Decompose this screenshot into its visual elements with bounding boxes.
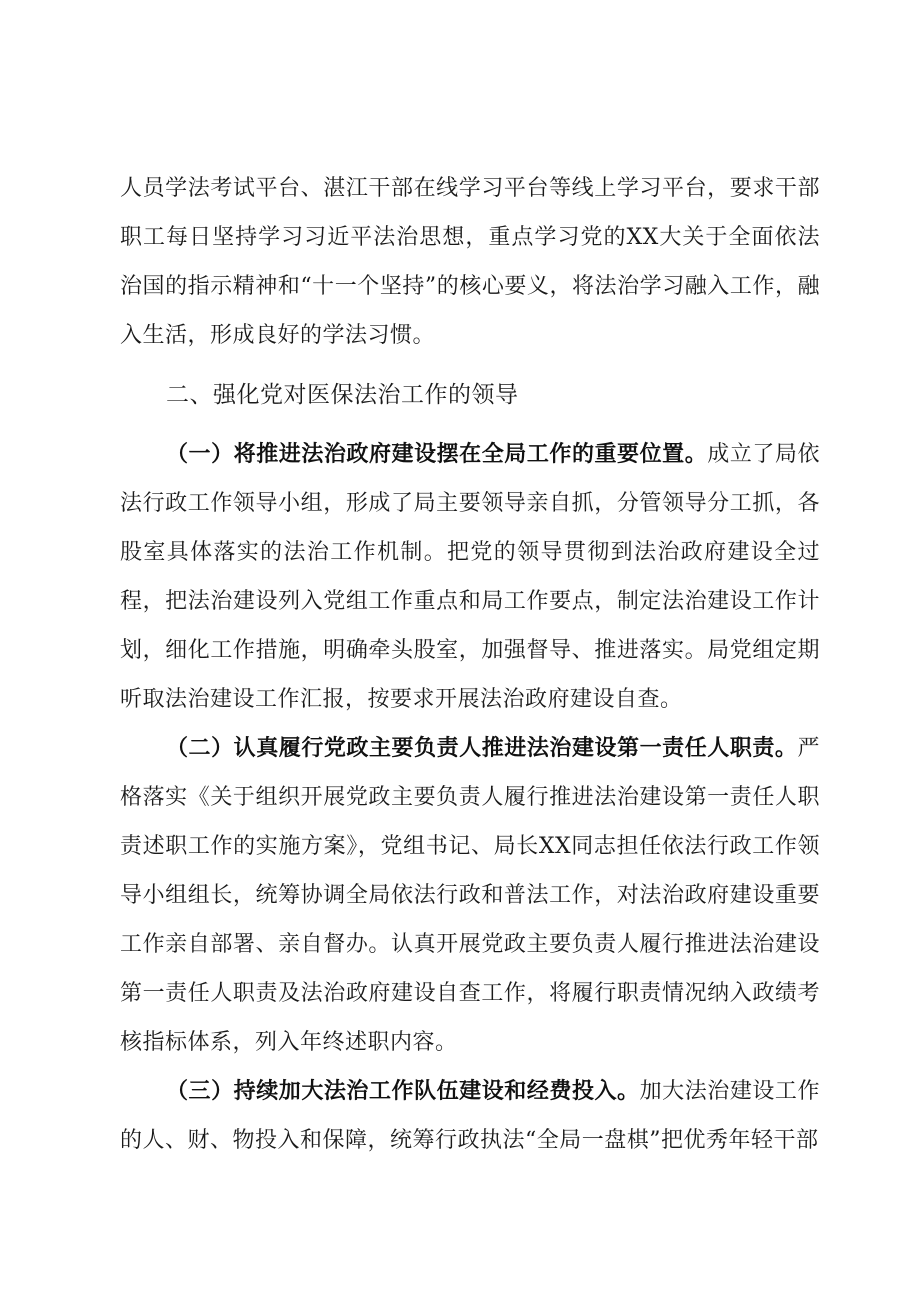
item-body-1: 成立了局依法行政工作领导小组，形成了局主要领导亲自抓，分管领导分工抓，各股室具体落实的法治工作机制。把党的领导贯彻到法治政府建设全过程，把法治建设列入党组工作重点和局工作要点，制定法治建设工作计划，细化工作措施，明确牵头股室，加强督导、推进落实。局党组定期听取法治建设工作汇报，按要求开展法治政府建设自查。 xyxy=(120,442,820,712)
item-paragraph-2 xyxy=(120,724,820,1067)
item-body-3: 加大法治建设工作的人、财、物投入和保障，统筹行政执法“全局一盘棋”把优秀年轻干部 xyxy=(120,1079,820,1153)
item-lead-3: （三）持续加大法治工作队伍建设和经费投入。 xyxy=(166,1079,640,1104)
item-lead-2: （二）认真履行党政主要负责人推进法治建设第一责任人职责。 xyxy=(166,736,798,761)
item-paragraph-3 xyxy=(120,1067,820,1165)
intro-paragraph: 人员学法考试平台、湛江干部在线学习平台等线上学习平台，要求干部职工每日坚持学习习近平法治思想，重点学习党的XX大关于全面依法治国的指示精神和“十一个坚持”的核心要义，将法治学习融入工作，融入生活，形成良好的学法习惯。 xyxy=(120,176,820,348)
document-body xyxy=(120,164,820,1165)
item-body-2: 严格落实《关于组织开展党政主要负责人履行推进法治建设第一责任人职责述职工作的实施方案》，党组书记、局长XX同志担任依法行政工作领导小组组长，统筹协调全局依法行政和普法工作，对法治政府建设重要工作亲自部署、亲自督办。认真开展党政主要负责人履行推进法治建设第一责任人职责及法治政府建设自查工作，将履行职责情况纳入政绩考核指标体系，列入年终述职内容。 xyxy=(120,736,820,1055)
item-paragraph-1 xyxy=(120,430,820,724)
section-heading: 二、强化党对医保法治工作的领导 xyxy=(166,382,519,408)
item-lead-1: （一）将推进法治政府建设摆在全局工作的重要位置。 xyxy=(166,442,708,467)
